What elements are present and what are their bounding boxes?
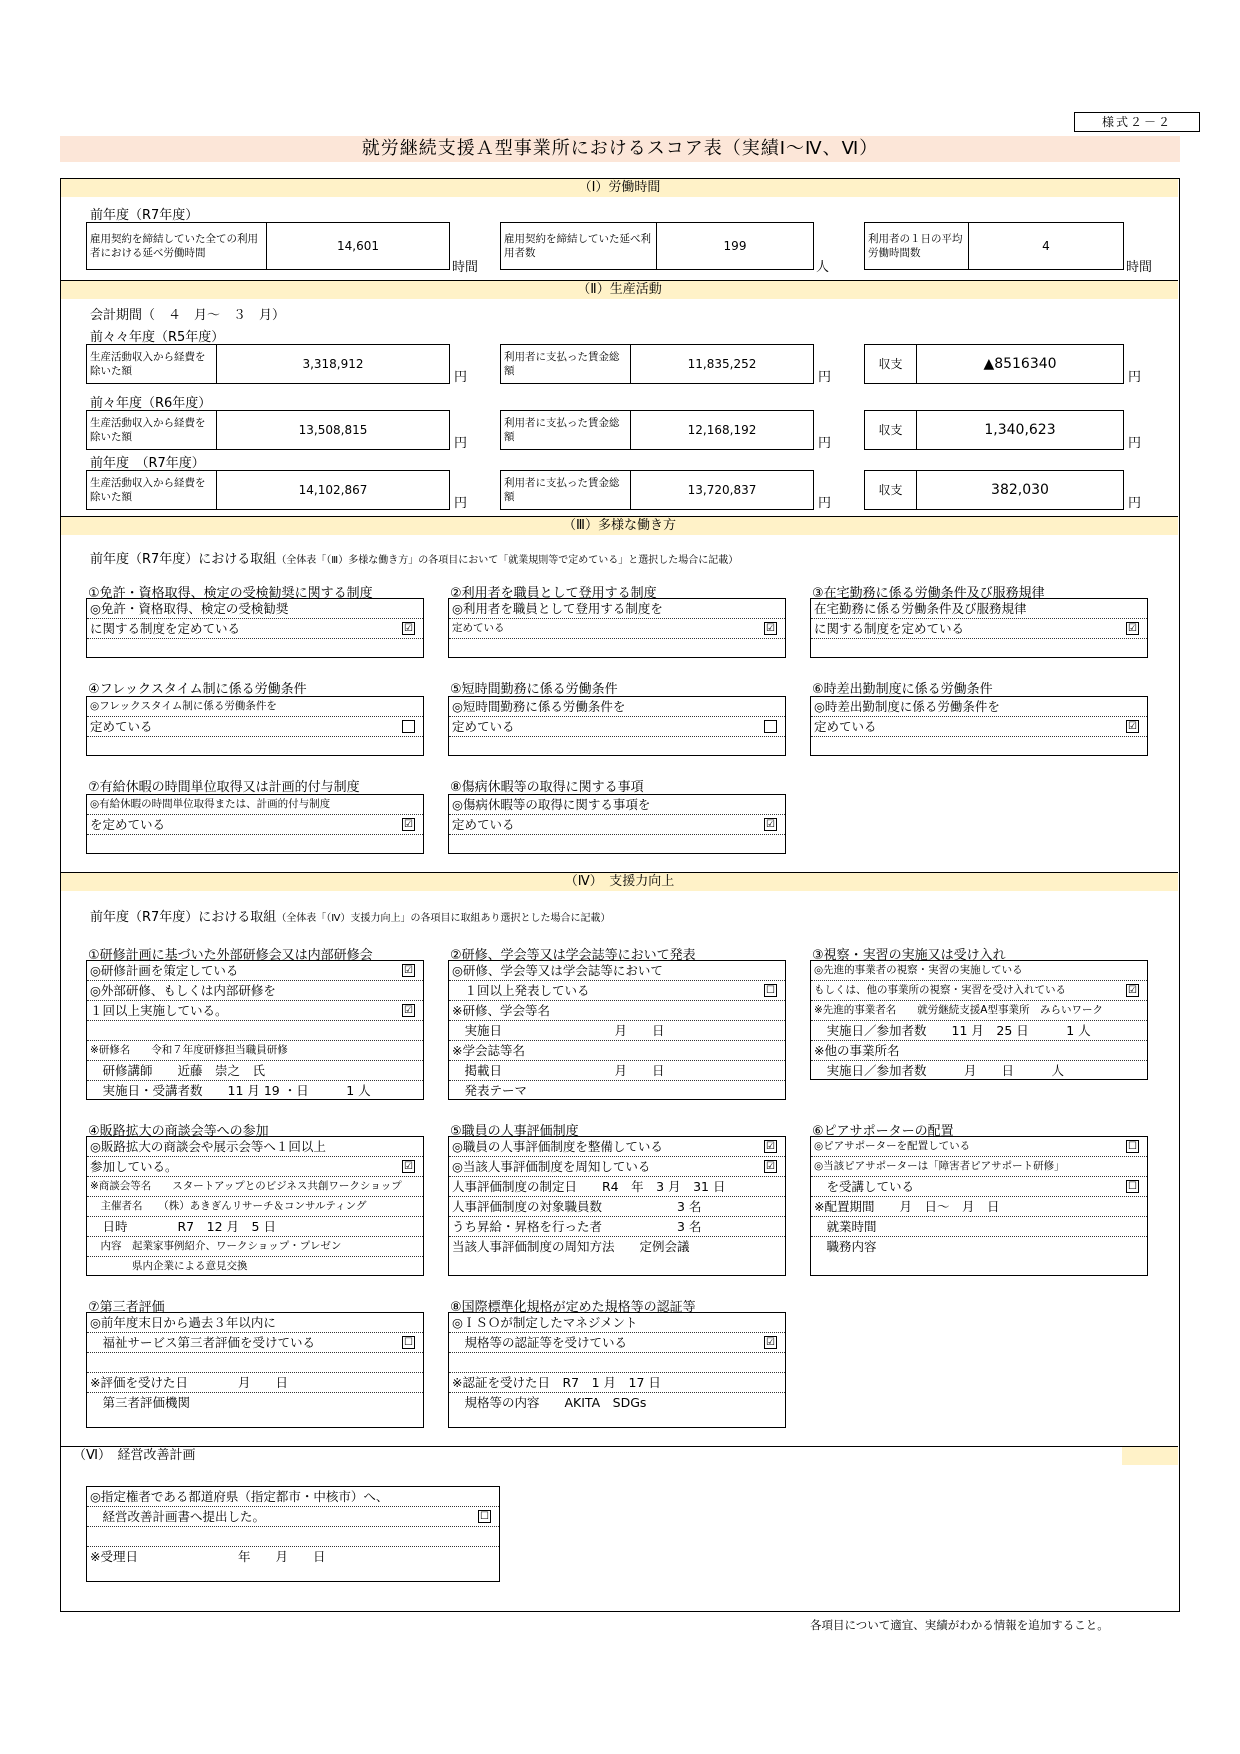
wage-label: 利用者に支払った賃金総額 (501, 345, 631, 383)
unit-yen: 円 (1128, 370, 1142, 385)
sec3-item-title-5: ⑥時差出勤制度に係る労働条件 (812, 682, 993, 697)
p7-row-text: 福祉サービス第三者評価を受けている (90, 1335, 316, 1350)
total-users-box (500, 222, 814, 270)
p1-row-1 (87, 981, 423, 1001)
p6-row-0 (811, 1137, 1147, 1157)
sec3-line1-text-7: ◎傷病休暇等の取得に関する事項を (452, 797, 651, 812)
p5-row-1 (449, 1157, 785, 1177)
p6-row-text: 職務内容 (814, 1239, 877, 1254)
income-box-1 (86, 410, 450, 450)
p8-row-text: ◎ＩＳＯが制定したマネジメント (452, 1315, 638, 1330)
section-3-heading: （Ⅲ）多様な働き方 (61, 516, 1178, 535)
wage-value-2: 13,720,837 (687, 483, 757, 497)
checkbox[interactable]: ☑ (764, 622, 777, 635)
p8-row-text: ※認証を受けた日 R7 1 月 17 日 (452, 1375, 661, 1390)
sec3-line1-text-3: ◎フレックスタイム制に係る労働条件を (90, 700, 277, 712)
p1-row-text: ※研修名 令和７年度研修担当職員研修 (90, 1044, 288, 1056)
section-4-heading: （Ⅳ） 支援力向上 (61, 872, 1178, 891)
p4-row-text: 参加している。 (90, 1159, 178, 1174)
p5-row-text: 当該人事評価制度の周知方法 定例会議 (452, 1239, 690, 1254)
balance-box-0 (864, 344, 1124, 384)
checkbox[interactable]: ☑ (764, 1140, 777, 1153)
p4-row-0 (87, 1137, 423, 1157)
sec4-intro-note: （全体表「（Ⅳ）支援力向上」の各項目に取組あり選択とした場合に記載） (276, 913, 611, 924)
accounting-period: 会計期間（ ４ 月～ ３ 月） (90, 308, 286, 323)
sec3-line3-5 (811, 737, 1147, 756)
p1-row-3 (87, 1021, 423, 1041)
sec3-item-title-0: ①免許・資格取得、検定の受検勧奨に関する制度 (88, 586, 373, 601)
sec4-panel-1 (86, 960, 424, 1100)
checkbox[interactable]: ☐ (1126, 1180, 1139, 1193)
sec3-line3-7 (449, 835, 785, 854)
p7-row-text: 第三者評価機関 (90, 1395, 191, 1410)
sec3-item-title-4: ⑤短時間勤務に係る労働条件 (450, 682, 618, 697)
sec3-line2-4 (449, 717, 785, 737)
sec6-row-3 (87, 1547, 499, 1566)
p1-row-text: １回以上実施している。 (90, 1003, 228, 1018)
checkbox[interactable]: ☑ (1126, 622, 1139, 635)
p1-row-6 (87, 1081, 423, 1100)
unit-yen: 円 (818, 496, 832, 511)
sec3-line2-6 (87, 815, 423, 835)
p4-row-text: ◎販路拡大の商談会や展示会等へ１回以上 (90, 1139, 326, 1154)
p7-row-3 (87, 1373, 423, 1393)
sec4-intro-text: 前年度（R7年度）における取組 (90, 910, 277, 925)
sec3-panel-3 (86, 696, 424, 756)
sec2-year-2: 前年度 （R7年度） (90, 456, 205, 471)
sec6-row-0 (87, 1487, 499, 1507)
sec3-panel-0 (86, 598, 424, 658)
sec4-title-8: ⑧国際標準化規格が定めた規格等の認証等 (450, 1300, 696, 1315)
sec4-title-6: ⑥ピアサポーターの配置 (812, 1124, 954, 1139)
checkbox[interactable]: ☐ (478, 1510, 491, 1523)
sec3-line2-text-3: 定めている (90, 719, 153, 734)
sec1-year: 前年度（R7年度） (90, 208, 199, 223)
p5-row-3 (449, 1197, 785, 1217)
balance-value-1: 1,340,623 (984, 422, 1056, 438)
income-value-0: 3,318,912 (302, 357, 364, 371)
sec3-line3-3 (87, 737, 423, 756)
unit-yen: 円 (454, 370, 468, 385)
sec3-line2-1 (449, 619, 785, 639)
income-label: 生産活動収入から経費を除いた額 (87, 411, 217, 449)
unit-yen: 円 (454, 496, 468, 511)
sec3-panel-6 (86, 794, 424, 854)
sec3-line2-3 (87, 717, 423, 737)
checkbox[interactable]: ☑ (402, 1160, 415, 1173)
sec4-title-4: ④販路拡大の商談会等への参加 (88, 1124, 269, 1139)
p1-row-5 (87, 1061, 423, 1081)
sec3-line1-0 (87, 599, 423, 619)
p4-row-1 (87, 1157, 423, 1177)
p3-row-5 (811, 1061, 1147, 1080)
balance-box-2 (864, 470, 1124, 510)
wage-box-0 (500, 344, 814, 384)
unit-yen: 円 (1128, 496, 1142, 511)
sec4-title-7: ⑦第三者評価 (88, 1300, 165, 1315)
footer-note: 各項目について適宜、実績がわかる情報を追加すること。 (810, 1618, 1109, 1632)
p3-row-4 (811, 1041, 1147, 1061)
p6-row-text: ※配置期間 月 日～ 月 日 (814, 1199, 1000, 1214)
sec3-line1-7 (449, 795, 785, 815)
unit-yen: 円 (1128, 436, 1142, 451)
p2-row-6 (449, 1081, 785, 1100)
p4-row-4 (87, 1217, 423, 1237)
sec3-line1-3 (87, 697, 423, 717)
sec3-line3-4 (449, 737, 785, 756)
checkbox[interactable]: ☑ (764, 818, 777, 831)
sec3-intro (90, 548, 738, 567)
sec3-item-title-2: ③在宅勤務に係る労働条件及び服務規律 (812, 586, 1045, 601)
p7-row-text: ◎前年度末日から過去３年以内に (90, 1315, 276, 1330)
sec3-line1-text-5: ◎時差出勤制度に係る労働条件を (814, 699, 1000, 714)
avg-hours-value: 4 (1042, 239, 1050, 253)
p6-row-text: 就業時間 (814, 1219, 877, 1234)
checkbox[interactable]: ☐ (764, 984, 777, 997)
p8-row-text: 規格等の内容 AKITA SDGs (452, 1395, 647, 1410)
unit-yen: 円 (818, 370, 832, 385)
p6-row-4 (811, 1217, 1147, 1237)
wage-label: 利用者に支払った賃金総額 (501, 411, 631, 449)
checkbox[interactable]: ☑ (1126, 984, 1139, 997)
sec3-item-title-1: ②利用者を職員として登用する制度 (450, 586, 657, 601)
p4-row-5 (87, 1237, 423, 1257)
sec3-line2-text-1: 定めている (452, 622, 505, 634)
sec3-line2-5 (811, 717, 1147, 737)
p5-row-text: ◎職員の人事評価制度を整備している (452, 1139, 663, 1154)
p5-row-text: ◎当該人事評価制度を周知している (452, 1159, 651, 1174)
total-users-value: 199 (723, 239, 747, 253)
p5-row-text: うち昇給・昇格を行った者 3 名 (452, 1219, 702, 1234)
sec4-panel-4 (86, 1136, 424, 1276)
sec6-row-text: ※受理日 年 月 日 (90, 1549, 326, 1564)
income-box-0 (86, 344, 450, 384)
total-users-label: 雇用契約を締結していた延べ利用者数 (501, 223, 657, 269)
p7-row-4 (87, 1393, 423, 1412)
p2-row-1 (449, 981, 785, 1001)
p3-row-2 (811, 1001, 1147, 1021)
checkbox[interactable] (764, 720, 777, 733)
checkbox[interactable]: ☑ (764, 1336, 777, 1349)
sec3-panel-5 (810, 696, 1148, 756)
p8-row-1 (449, 1333, 785, 1353)
p1-row-text: ◎研修計画を策定している (90, 963, 239, 978)
p6-row-3 (811, 1197, 1147, 1217)
sec3-line3-2 (811, 639, 1147, 658)
p2-row-text: ※学会誌等名 (452, 1043, 525, 1058)
sec4-title-2: ②研修、学会等又は学会誌等において発表 (450, 948, 696, 963)
p1-row-text: 研修講師 近藤 崇之 氏 (90, 1063, 266, 1078)
checkbox[interactable]: ☐ (402, 1336, 415, 1349)
p5-row-4 (449, 1217, 785, 1237)
unit-hours-1: 時間 (452, 260, 479, 275)
checkbox[interactable]: ☑ (1126, 720, 1139, 733)
total-work-hours-value: 14,601 (337, 239, 379, 253)
p3-row-0 (811, 961, 1147, 981)
p2-row-2 (449, 1001, 785, 1021)
unit-yen: 円 (454, 436, 468, 451)
unit-yen: 円 (818, 436, 832, 451)
p6-row-text: を受講している (814, 1179, 915, 1194)
p1-row-text: ◎外部研修、もしくは内部研修を (90, 983, 276, 998)
sec3-line1-text-1: ◎利用者を職員として登用する制度を (452, 601, 663, 616)
p3-row-text: ※先進的事業者名 就労継続支援A型事業所 みらいワーク (814, 1004, 1103, 1016)
sec3-line2-2 (811, 619, 1147, 639)
sec3-intro-note: （全体表「（Ⅲ）多様な働き方」の各項目において「就業規則等で定めている」と選択した場合に記載） (276, 555, 739, 566)
sec3-line3-0 (87, 639, 423, 658)
sec3-line1-1 (449, 599, 785, 619)
p5-row-0 (449, 1137, 785, 1157)
sec6-row-1 (87, 1507, 499, 1527)
p5-row-text: 人事評価制度の制定日 R4 年 3 月 31 日 (452, 1179, 726, 1194)
sec3-item-title-7: ⑧傷病休暇等の取得に関する事項 (450, 780, 644, 795)
p5-row-text: 人事評価制度の対象職員数 3 名 (452, 1199, 702, 1214)
p3-row-text: 実施日／参加者数 月 日 人 (814, 1063, 1065, 1078)
form-number: 様式２－２ (1074, 112, 1200, 132)
p2-row-text: １回以上発表している (452, 983, 590, 998)
sec4-panel-5 (448, 1136, 786, 1276)
p2-row-text: 掲載日 月 日 (452, 1063, 665, 1078)
sec3-line1-6 (87, 795, 423, 815)
p5-row-5 (449, 1237, 785, 1256)
balance-value-0: ▲8516340 (983, 356, 1057, 372)
p8-row-3 (449, 1373, 785, 1393)
sec3-panel-2 (810, 598, 1148, 658)
p4-row-text: ※商談会等名 スタートアップとのビジネス共創ワークショップ (90, 1180, 402, 1192)
sec4-intro (90, 906, 611, 925)
sec3-intro-text: 前年度（R7年度）における取組 (90, 552, 277, 567)
unit-persons: 人 (816, 260, 830, 275)
sec4-panel-3 (810, 960, 1148, 1080)
p1-row-4 (87, 1041, 423, 1061)
income-label: 生産活動収入から経費を除いた額 (87, 471, 217, 509)
p2-row-text: 発表テーマ (452, 1083, 528, 1098)
p2-row-text: 実施日 月 日 (452, 1023, 665, 1038)
wage-label: 利用者に支払った賃金総額 (501, 471, 631, 509)
checkbox[interactable]: ☑ (402, 818, 415, 831)
sec6-panel (86, 1486, 500, 1582)
wage-box-2 (500, 470, 814, 510)
p8-row-4 (449, 1393, 785, 1412)
sec3-line2-text-5: 定めている (814, 719, 877, 734)
p4-row-3 (87, 1197, 423, 1217)
avg-hours-label: 利用者の１日の平均労働時間数 (865, 223, 969, 269)
sec4-title-3: ③視察・実習の実施又は受け入れ (812, 948, 1006, 963)
p3-row-3 (811, 1021, 1147, 1041)
sec3-line1-4 (449, 697, 785, 717)
income-box-2 (86, 470, 450, 510)
p7-row-text: ※評価を受けた日 月 日 (90, 1375, 288, 1390)
p8-row-0 (449, 1313, 785, 1333)
p1-row-2 (87, 1001, 423, 1021)
sec6-row-2 (87, 1527, 499, 1547)
sec3-item-title-6: ⑦有給休暇の時間単位取得又は計画的付与制度 (88, 780, 360, 795)
p6-row-1 (811, 1157, 1147, 1177)
wage-box-1 (500, 410, 814, 450)
sec3-panel-4 (448, 696, 786, 756)
checkbox[interactable]: ☑ (764, 1160, 777, 1173)
p4-row-6 (87, 1257, 423, 1276)
sec3-line1-5 (811, 697, 1147, 717)
balance-value-2: 382,030 (991, 482, 1049, 498)
balance-label: 収支 (865, 471, 917, 509)
sec3-line3-6 (87, 835, 423, 854)
sec3-line1-2 (811, 599, 1147, 619)
unit-hours-2: 時間 (1126, 260, 1153, 275)
balance-box-1 (864, 410, 1124, 450)
sec3-line3-1 (449, 639, 785, 658)
p2-row-text: ※研修、学会等名 (452, 1003, 550, 1018)
checkbox[interactable] (402, 720, 415, 733)
p8-row-text: 規格等の認証等を受けている (452, 1335, 628, 1350)
checkbox[interactable]: ☑ (402, 622, 415, 635)
income-value-2: 14,102,867 (298, 483, 368, 497)
p1-row-0 (87, 961, 423, 981)
sec6-row-text: ◎指定権者である都道府県（指定都市・中核市）へ、 (90, 1489, 389, 1504)
p6-row-text: ◎当該ピアサポーターは「障害者ピアサポート研修」 (814, 1160, 1065, 1172)
p2-row-3 (449, 1021, 785, 1041)
p3-row-1 (811, 981, 1147, 1001)
sec3-line1-text-0: ◎免許・資格取得、検定の受検勧奨 (90, 601, 289, 616)
wage-value-1: 12,168,192 (687, 423, 757, 437)
sec4-panel-8 (448, 1312, 786, 1428)
sec3-line1-text-4: ◎短時間勤務に係る労働条件を (452, 699, 626, 714)
p6-row-2 (811, 1177, 1147, 1197)
sec3-line2-7 (449, 815, 785, 835)
p7-row-1 (87, 1333, 423, 1353)
sec4-panel-6 (810, 1136, 1148, 1276)
wage-value-0: 11,835,252 (687, 357, 757, 371)
sec4-panel-7 (86, 1312, 424, 1428)
checkbox[interactable]: ☐ (1126, 1140, 1139, 1153)
p8-row-2 (449, 1353, 785, 1373)
p3-row-text: ※他の事業所名 (814, 1043, 900, 1058)
p7-row-2 (87, 1353, 423, 1373)
balance-label: 収支 (865, 411, 917, 449)
sec3-line1-text-6: ◎有給休暇の時間単位取得または、計画的付与制度 (90, 798, 331, 810)
section-6-heading: （Ⅵ） 経営改善計画 (61, 1446, 1178, 1465)
sec4-title-1: ①研修計画に基づいた外部研修会又は内部研修会 (88, 948, 373, 963)
sec2-year-1: 前々年度（R6年度） (90, 396, 212, 411)
income-value-1: 13,508,815 (298, 423, 368, 437)
checkbox[interactable]: ☑ (402, 964, 415, 977)
p2-row-4 (449, 1041, 785, 1061)
avg-hours-box (864, 222, 1124, 270)
sec3-line2-text-0: に関する制度を定めている (90, 621, 241, 636)
checkbox[interactable]: ☑ (402, 1004, 415, 1017)
p2-row-5 (449, 1061, 785, 1081)
sec6-row-text: 経営改善計画書へ提出した。 (90, 1509, 266, 1524)
p2-row-text: ◎研修、学会等又は学会誌等において (452, 963, 663, 978)
sec3-item-title-3: ④フレックスタイム制に係る労働条件 (88, 682, 307, 697)
p4-row-text: 県内企業による意見交換 (90, 1260, 248, 1272)
income-label: 生産活動収入から経費を除いた額 (87, 345, 217, 383)
p3-row-text: ◎先進的事業者の視察・実習の実施している (814, 964, 1023, 976)
sec3-line2-text-6: を定めている (90, 817, 166, 832)
p6-row-5 (811, 1237, 1147, 1256)
sec4-title-5: ⑤職員の人事評価制度 (450, 1124, 579, 1139)
total-work-hours-label: 雇用契約を締結していた全ての利用者における延べ労働時間 (87, 223, 267, 269)
p1-row-text: 実施日・受講者数 11 月 19 ・日 1 人 (90, 1083, 371, 1098)
sec3-panel-1 (448, 598, 786, 658)
p4-row-text: 内容 起業家事例紹介、ワークショップ・プレゼン (90, 1240, 342, 1252)
sec4-panel-2 (448, 960, 786, 1100)
balance-label: 収支 (865, 345, 917, 383)
sec3-panel-7 (448, 794, 786, 854)
p4-row-text: 主催者名 （株）あきぎんリサーチ＆コンサルティング (90, 1200, 367, 1212)
section-2-heading: （Ⅱ）生産活動 (61, 280, 1178, 299)
p4-row-text: 日時 R7 12 月 5 日 (90, 1219, 276, 1234)
sec3-line2-0 (87, 619, 423, 639)
p6-row-text: ◎ピアサポーターを配置している (814, 1140, 971, 1152)
page-title: 就労継続支援Ａ型事業所におけるスコア表（実績Ⅰ～Ⅳ、Ⅵ） (60, 136, 1180, 162)
total-work-hours-box (86, 222, 450, 270)
p4-row-2 (87, 1177, 423, 1197)
sec3-line2-text-4: 定めている (452, 719, 515, 734)
sec3-line1-text-2: 在宅勤務に係る労働条件及び服務規律 (814, 601, 1027, 616)
sec3-line2-text-7: 定めている (452, 817, 515, 832)
p2-row-0 (449, 961, 785, 981)
p3-row-text: 実施日／参加者数 11 月 25 日 1 人 (814, 1023, 1091, 1038)
section-1-heading: （Ⅰ）労働時間 (61, 178, 1178, 197)
sec3-line2-text-2: に関する制度を定めている (814, 621, 965, 636)
p7-row-0 (87, 1313, 423, 1333)
p5-row-2 (449, 1177, 785, 1197)
p3-row-text: もしくは、他の事業所の視察・実習を受け入れている (814, 984, 1066, 996)
sec2-year-0: 前々々年度（R5年度） (90, 330, 225, 345)
